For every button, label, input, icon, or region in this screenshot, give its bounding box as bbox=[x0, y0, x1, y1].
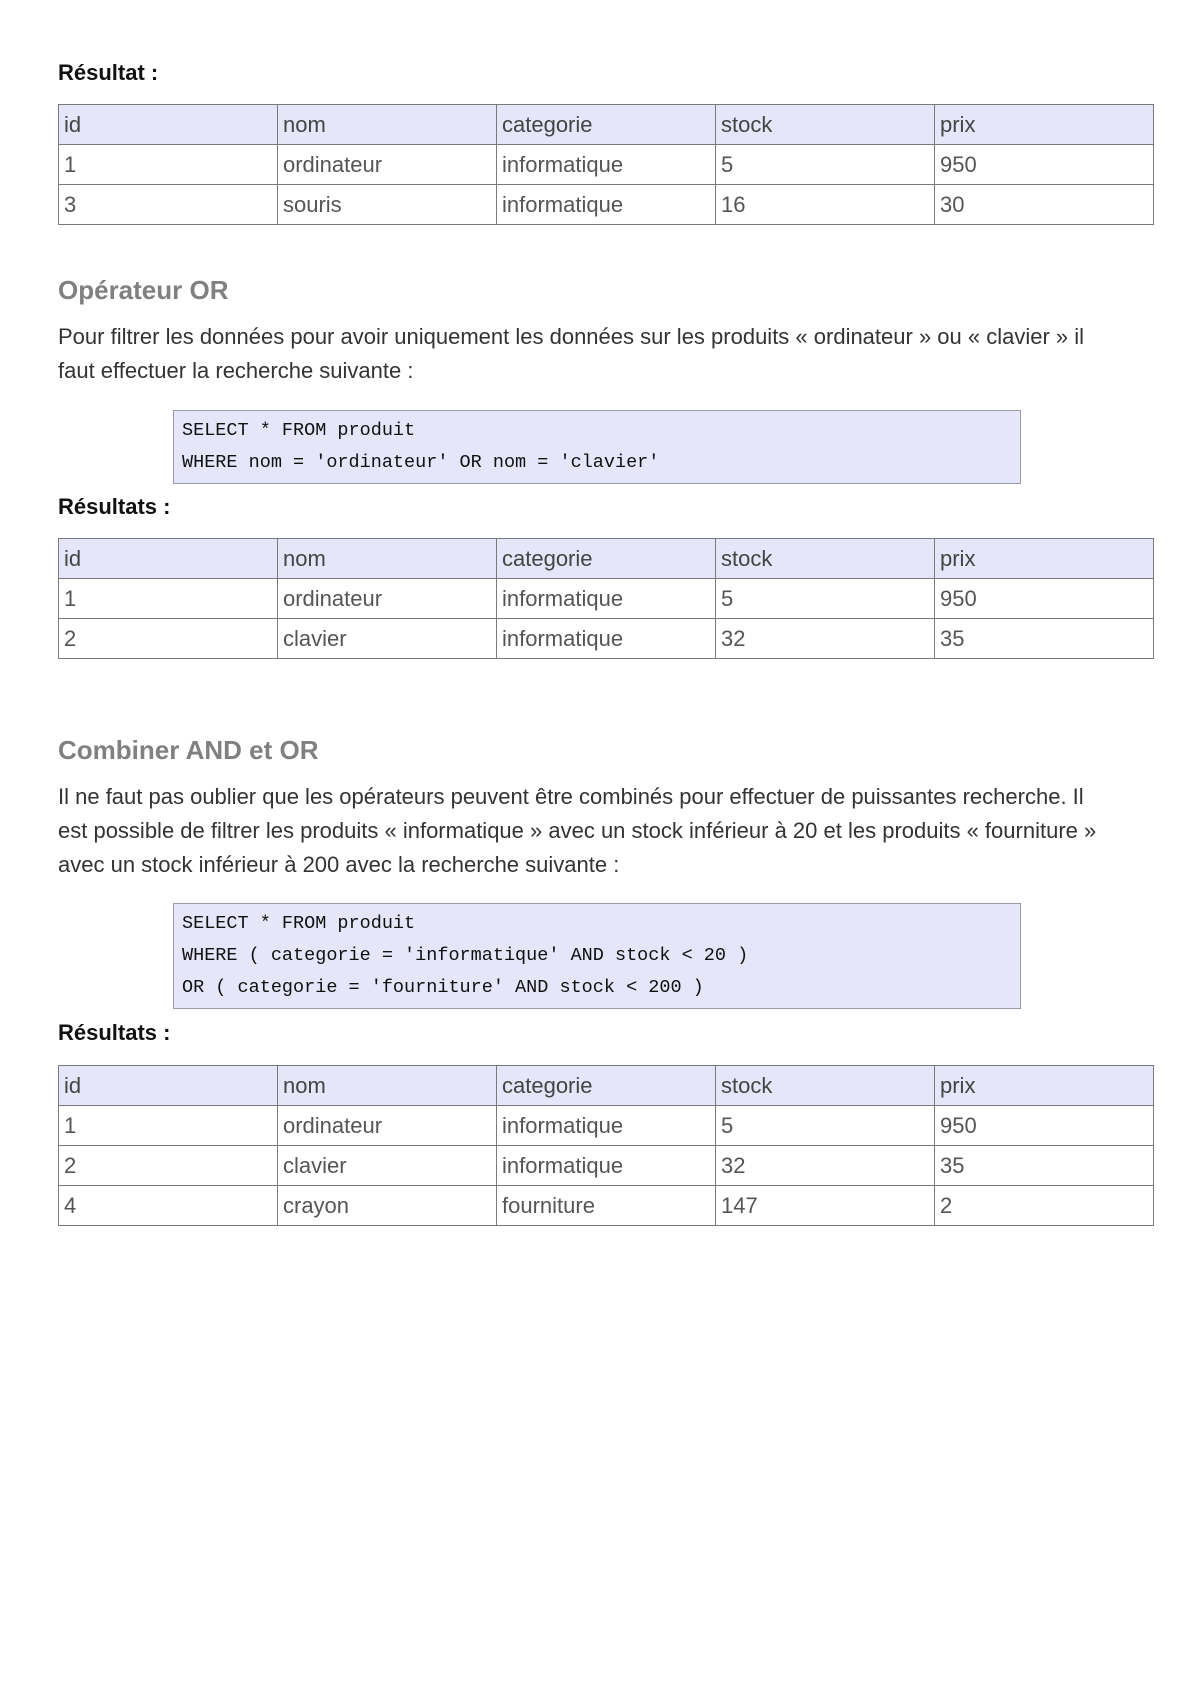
result-label: Résultat : bbox=[58, 60, 159, 85]
column-header: prix bbox=[935, 539, 1154, 579]
table-cell: informatique bbox=[497, 1106, 716, 1146]
table-cell: 950 bbox=[935, 145, 1154, 185]
table-cell: 1 bbox=[59, 1106, 278, 1146]
table-row bbox=[59, 185, 1154, 225]
sql-code-block-and-or bbox=[173, 903, 1021, 1009]
table-cell: informatique bbox=[497, 579, 716, 619]
column-header: stock bbox=[716, 105, 935, 145]
column-header: categorie bbox=[497, 105, 716, 145]
table-row bbox=[59, 1186, 1154, 1226]
table-cell: fourniture bbox=[497, 1186, 716, 1226]
table-cell: 1 bbox=[59, 145, 278, 185]
code-line: OR ( categorie = 'fourniture' AND stock < 200 ) bbox=[182, 977, 704, 998]
results-label-and-or: Résultats : bbox=[58, 1020, 171, 1045]
table-cell: 32 bbox=[716, 1146, 935, 1186]
section-title-or: Opérateur OR bbox=[58, 275, 229, 305]
sql-code-block-or bbox=[173, 410, 1021, 484]
column-header: categorie bbox=[497, 539, 716, 579]
table-cell: 16 bbox=[716, 185, 935, 225]
results-label-or: Résultats : bbox=[58, 494, 171, 519]
table-cell: 3 bbox=[59, 185, 278, 225]
column-header: id bbox=[59, 539, 278, 579]
results-table-and-or bbox=[58, 1065, 1154, 1226]
table-cell: ordinateur bbox=[278, 1106, 497, 1146]
table-cell: 147 bbox=[716, 1186, 935, 1226]
table-cell: 2 bbox=[59, 619, 278, 659]
table-cell: informatique bbox=[497, 619, 716, 659]
table-cell: ordinateur bbox=[278, 145, 497, 185]
table-cell: 5 bbox=[716, 145, 935, 185]
table-cell: 2 bbox=[935, 1186, 1154, 1226]
table-row bbox=[59, 619, 1154, 659]
code-line: WHERE ( categorie = 'informatique' AND stock < 20 ) bbox=[182, 945, 749, 966]
code-line: SELECT * FROM produit bbox=[182, 913, 416, 934]
table-row bbox=[59, 1106, 1154, 1146]
column-header: id bbox=[59, 1066, 278, 1106]
result-table bbox=[58, 104, 1154, 225]
table-header-row bbox=[59, 539, 1154, 579]
table-cell: 4 bbox=[59, 1186, 278, 1226]
column-header: prix bbox=[935, 1066, 1154, 1106]
table-cell: ordinateur bbox=[278, 579, 497, 619]
table-cell: 1 bbox=[59, 579, 278, 619]
table-header-row bbox=[59, 1066, 1154, 1106]
column-header: stock bbox=[716, 1066, 935, 1106]
table-cell: 950 bbox=[935, 1106, 1154, 1146]
column-header: nom bbox=[278, 539, 497, 579]
table-cell: 950 bbox=[935, 579, 1154, 619]
column-header: nom bbox=[278, 1066, 497, 1106]
table-cell: 30 bbox=[935, 185, 1154, 225]
section-paragraph-and-or: Il ne faut pas oublier que les opérateurs peuvent être combinés pour effectuer de puissantes recherche. Il est possible de filtrer les produits « informatique » avec un stock inférieur à 20 et les produits « fourniture » avec un stock inférieur à 200 avec la recherche suivante : bbox=[58, 784, 1097, 877]
column-header: categorie bbox=[497, 1066, 716, 1106]
section-paragraph-or: Pour filtrer les données pour avoir uniquement les données sur les produits « ordinateur » ou « clavier » il faut effectuer la recherche suivante : bbox=[58, 324, 1085, 383]
table-cell: informatique bbox=[497, 145, 716, 185]
results-table-or bbox=[58, 538, 1154, 659]
code-line: WHERE nom = 'ordinateur' OR nom = 'clavier' bbox=[182, 452, 660, 473]
table-cell: 2 bbox=[59, 1146, 278, 1186]
table-cell: 5 bbox=[716, 1106, 935, 1146]
table-cell: 32 bbox=[716, 619, 935, 659]
table-cell: 5 bbox=[716, 579, 935, 619]
code-line: SELECT * FROM produit bbox=[182, 420, 416, 441]
column-header: nom bbox=[278, 105, 497, 145]
table-row bbox=[59, 579, 1154, 619]
table-cell: clavier bbox=[278, 619, 497, 659]
table-cell: 35 bbox=[935, 1146, 1154, 1186]
section-title-and-or: Combiner AND et OR bbox=[58, 735, 319, 765]
table-row bbox=[59, 145, 1154, 185]
table-cell: informatique bbox=[497, 1146, 716, 1186]
column-header: stock bbox=[716, 539, 935, 579]
column-header: id bbox=[59, 105, 278, 145]
table-cell: 35 bbox=[935, 619, 1154, 659]
table-cell: souris bbox=[278, 185, 497, 225]
column-header: prix bbox=[935, 105, 1154, 145]
table-header-row bbox=[59, 105, 1154, 145]
table-cell: informatique bbox=[497, 185, 716, 225]
table-cell: crayon bbox=[278, 1186, 497, 1226]
table-cell: clavier bbox=[278, 1146, 497, 1186]
table-row bbox=[59, 1146, 1154, 1186]
